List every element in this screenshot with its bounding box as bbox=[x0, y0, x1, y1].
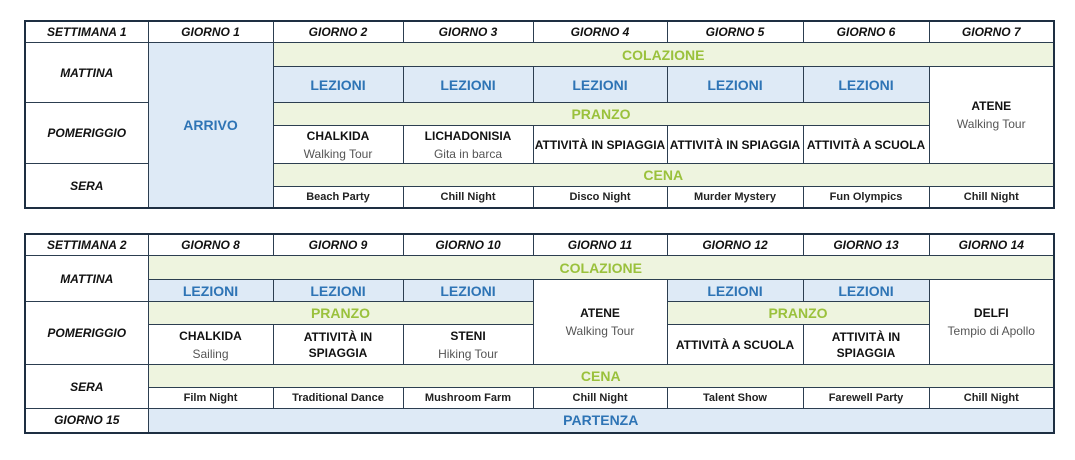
lunch-cell: PRANZO bbox=[667, 302, 929, 325]
activity-title: ATTIVITÀ A SCUOLA bbox=[675, 337, 795, 352]
afternoon-activity-cell bbox=[803, 325, 929, 365]
day-header: GIORNO 14 bbox=[929, 234, 1054, 256]
excursion-title: ATENE bbox=[971, 99, 1012, 113]
evening-activity-cell: Talent Show bbox=[667, 388, 803, 409]
day11-excursion-cell bbox=[533, 280, 667, 365]
evening-activity-cell: Chill Night bbox=[929, 388, 1054, 409]
lesson-cell: LEZIONI bbox=[667, 280, 803, 302]
lesson-cell: LEZIONI bbox=[533, 67, 667, 103]
dinner-cell: CENA bbox=[148, 365, 1054, 388]
activity-title: CHALKIDA bbox=[179, 328, 242, 343]
lesson-cell: LEZIONI bbox=[403, 280, 533, 302]
day-header: GIORNO 6 bbox=[803, 21, 929, 43]
lesson-cell: LEZIONI bbox=[403, 67, 533, 103]
lesson-cell: LEZIONI bbox=[803, 280, 929, 302]
day-header: GIORNO 1 bbox=[148, 21, 273, 43]
row-label-afternoon: POMERIGGIO bbox=[25, 302, 148, 365]
activity-title: STENI bbox=[450, 328, 486, 343]
evening-activity-cell: Chill Night bbox=[533, 388, 667, 409]
row-label-afternoon: POMERIGGIO bbox=[25, 103, 148, 164]
evening-activity-cell: Murder Mystery bbox=[667, 187, 803, 209]
lesson-cell: LEZIONI bbox=[667, 67, 803, 103]
evening-activity-cell: Beach Party bbox=[273, 187, 403, 209]
activity-title: ATTIVITÀ IN SPIAGGIA bbox=[669, 137, 801, 152]
dinner-cell: CENA bbox=[273, 164, 1054, 187]
activity-title: ATTIVITÀ IN SPIAGGIA bbox=[831, 329, 901, 360]
lunch-cell: PRANZO bbox=[273, 103, 929, 126]
arrival-cell: ARRIVO bbox=[148, 43, 273, 209]
activity-subtitle: Gita in barca bbox=[433, 146, 503, 161]
week-title: SETTIMANA 1 bbox=[25, 21, 148, 43]
row-label-final-day: GIORNO 15 bbox=[25, 409, 148, 433]
activity-title: LICHADONISIA bbox=[424, 128, 512, 143]
lesson-cell: LEZIONI bbox=[148, 280, 273, 302]
breakfast-cell: COLAZIONE bbox=[273, 43, 1054, 67]
afternoon-activity-cell bbox=[803, 126, 929, 164]
activity-subtitle: Sailing bbox=[192, 346, 229, 361]
evening-activity-cell: Farewell Party bbox=[803, 388, 929, 409]
lesson-cell: LEZIONI bbox=[273, 67, 403, 103]
afternoon-activity-cell bbox=[148, 325, 273, 365]
day-header: GIORNO 13 bbox=[803, 234, 929, 256]
day-header: GIORNO 10 bbox=[403, 234, 533, 256]
afternoon-activity-cell bbox=[533, 126, 667, 164]
day-header: GIORNO 11 bbox=[533, 234, 667, 256]
day-header: GIORNO 2 bbox=[273, 21, 403, 43]
day-header: GIORNO 4 bbox=[533, 21, 667, 43]
day-header: GIORNO 7 bbox=[929, 21, 1054, 43]
afternoon-activity-cell bbox=[403, 325, 533, 365]
week1-schedule-table bbox=[24, 20, 1055, 209]
week1-header-row bbox=[25, 21, 1054, 43]
row-label-morning: MATTINA bbox=[25, 256, 148, 302]
activity-title: ATTIVITÀ IN SPIAGGIA bbox=[534, 137, 666, 152]
row-label-morning: MATTINA bbox=[25, 43, 148, 103]
evening-activity-cell: Film Night bbox=[148, 388, 273, 409]
week2-schedule-table bbox=[24, 233, 1055, 434]
lesson-cell: LEZIONI bbox=[273, 280, 403, 302]
week2-header-row bbox=[25, 234, 1054, 256]
week-title: SETTIMANA 2 bbox=[25, 234, 148, 256]
evening-activity-cell: Fun Olympics bbox=[803, 187, 929, 209]
departure-cell: PARTENZA bbox=[148, 409, 1054, 433]
evening-activity-cell: Mushroom Farm bbox=[403, 388, 533, 409]
day-header: GIORNO 8 bbox=[148, 234, 273, 256]
day7-excursion-cell bbox=[929, 67, 1054, 164]
day14-excursion-cell bbox=[929, 280, 1054, 365]
evening-activity-cell: Chill Night bbox=[929, 187, 1054, 209]
afternoon-activity-cell bbox=[273, 325, 403, 365]
activity-subtitle: Hiking Tour bbox=[438, 346, 498, 361]
day-header: GIORNO 3 bbox=[403, 21, 533, 43]
day-header: GIORNO 12 bbox=[667, 234, 803, 256]
lesson-cell: LEZIONI bbox=[803, 67, 929, 103]
day-header: GIORNO 5 bbox=[667, 21, 803, 43]
excursion-title: DELFI bbox=[973, 306, 1009, 320]
day-header: GIORNO 9 bbox=[273, 234, 403, 256]
breakfast-cell: COLAZIONE bbox=[148, 256, 1054, 280]
activity-subtitle: Walking Tour bbox=[303, 146, 373, 161]
activity-title: ATTIVITÀ IN SPIAGGIA bbox=[303, 329, 373, 360]
evening-activity-cell: Traditional Dance bbox=[273, 388, 403, 409]
afternoon-activity-cell bbox=[667, 126, 803, 164]
excursion-subtitle: Walking Tour bbox=[565, 324, 635, 338]
excursion-subtitle: Walking Tour bbox=[956, 117, 1026, 131]
evening-activity-cell: Chill Night bbox=[403, 187, 533, 209]
excursion-title: ATENE bbox=[580, 306, 620, 320]
activity-title: ATTIVITÀ A SCUOLA bbox=[806, 137, 926, 152]
afternoon-activity-cell bbox=[273, 126, 403, 164]
afternoon-activity-cell bbox=[403, 126, 533, 164]
row-label-evening: SERA bbox=[25, 365, 148, 409]
row-label-evening: SERA bbox=[25, 164, 148, 209]
activity-title: CHALKIDA bbox=[306, 128, 370, 143]
excursion-subtitle: Tempio di Apollo bbox=[947, 324, 1035, 338]
evening-activity-cell: Disco Night bbox=[533, 187, 667, 209]
afternoon-activity-cell bbox=[667, 325, 803, 365]
lunch-cell: PRANZO bbox=[148, 302, 533, 325]
